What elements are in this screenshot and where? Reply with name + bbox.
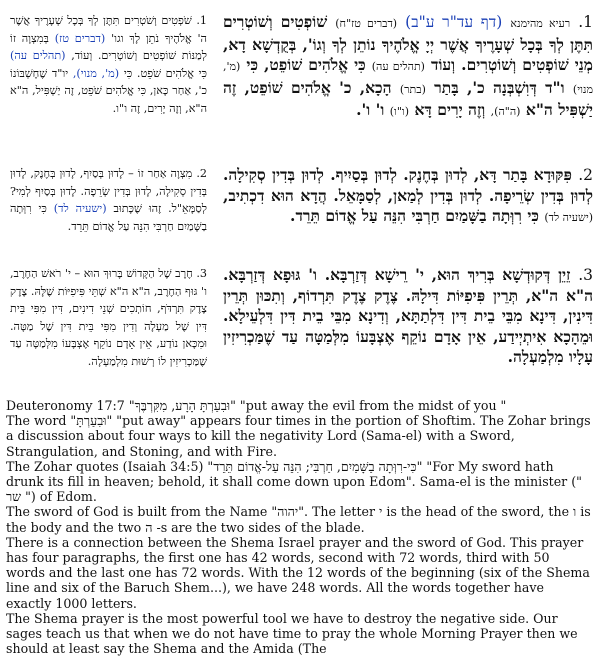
main-text: ו"ד דְּוִשְׁבְּנָה כ', בָּתַר — [434, 77, 565, 97]
main-text: הָכָא, כ' אֱלֹהִים שׁוֹפֵט, זֶה יַשְׁפִּיל ה"א — [223, 77, 593, 119]
page-ref: (דף עד"ר ע"ב) — [405, 13, 503, 31]
verse-ref: (דברים טז"ח) — [335, 17, 398, 30]
commentary-number: 2. — [196, 167, 207, 180]
paragraph-number: 1. — [578, 13, 594, 31]
paragraph-1-main — [223, 12, 593, 152]
paragraph-2-row — [0, 165, 593, 260]
english-line: The Zohar quotes (Isaiah 34:5) "כִּי-רִוְּתָה בַשָּׁמַיִם, חַרְבִּי; הִנֵּה עַל-אֱדוֹם תֵּרֵד" "For My sword hath drunk its fill in heaven; behold, it shall come down upon Edom". Sama-el is the minister (" שר ") of Edom. — [6, 458, 582, 505]
main-text: וְזֶה יָרִים דָּא — [414, 100, 486, 119]
commentary-text: יו"ד שֶׁחֶשְׁבּוֹנוֹ כ', אַחַר כָּאן, כִּי אֱלֹהִים שֹׁפֵט, זֶה יַשְׁפִּיל, ה"א ה"א, וְזֶה יָרִים, זֶה ו"ו. — [10, 66, 207, 115]
paragraph-number: 2. — [578, 166, 594, 184]
paragraph-2-commentary — [10, 165, 207, 260]
paragraph-1-commentary — [10, 12, 207, 152]
main-text: פִּקּוּדָא בָּתַר דָּא, לְדוּן בְּחֶנֶק. לְדוּן בְּסַיִיף. לְדוּן בְּדִין סְקִילָה. לְדוּן בְּדִין שְׂרֵיפָה. לְדוּן בְּדִין לְמַאן, לְסַמָּאֵל. הֲדָא הוּא דִכְתִיב, — [223, 165, 593, 205]
english-line: Deuteronomy 17:7 "וּבִעַרְתָּ הָרָע, מִקִּרְבֶּךָ" "put away the evil from the midst of you " — [6, 398, 507, 413]
verse-ref: (ו"ו) — [389, 105, 410, 118]
english-line: The Shema prayer is the most powerful tool we have to destroy the negative side. Our sages teach us that when we do not have time to pray the whole Morning Prayer then we should at least say the Shema and the Amida (The — [6, 610, 578, 656]
commentary-ref: (תהלים עה) — [10, 49, 66, 62]
commentary-text: שֹׁפְטִים וְשֹׁטְרִים תִּתֶּן לְךָ בְּכָל שְׁעָרֶיךָ אֲשֶׁר ה' אֱלֹהֶיךָ נֹתֵן לָךְ וגו' — [10, 14, 207, 45]
commentary-text: חֶרֶב שֶׁל הַקָּדוֹשׁ בָּרוּךְ הוּא – י' רֹאשׁ הַחֶרֶב, ו' גּוּף הַחֶרֶב, ה"א ה"א שְׁתֵּי פִּיפִיּוֹת שֶׁלָּהּ. צֶדֶק צֶדֶק תִּרְדֹּף, חוֹתְכִים שְׁנֵי דִינִים, דִּין מִפִּי בֵּית דִּין שֶׁל מַעְלָה וְדִין מִפִּי בֵּית דִּין שֶׁל מַטָּה. וּמִכָּאן נוֹדַע, אֵין אָדָם נוֹקֵף אֶצְבָּעוֹ מִלְּמַטָּה עַד שֶׁמַּכְרִיזִין לוֹ רְשׁוּת מִלְמַעְלָה. — [10, 267, 207, 368]
verse-ref: (ישעיה לד) — [544, 211, 593, 224]
verse-ref: (ה"ה), — [490, 105, 521, 118]
commentary-number: 1. — [196, 14, 207, 27]
paragraph-3-main — [223, 265, 593, 395]
commentary-text: מִצְוָה אַחַר זוֹ – לָדוּן בְּסַיִף, לָדוּן בְּחֶנֶק, לָדוּן בְּדִין סְקִילָה, לָדוּן בְּדִין שְׂרֵפָה. לָדוּן בְּסַיִף לְמִי? לְסַמָּאֵ"ל. זֶהוּ שֶׁכָּתוּב — [10, 167, 207, 215]
commentary-text: כִּי אֱלֹהִים שֹׁפֵט. כִּי — [123, 66, 208, 80]
main-text: זֵיֵן דְּקוּדְשָׁא בְּרִיךְ הוּא, י' רֵישָׁא דְּזַרְבָּא. ו' גּוּפָא דְּזַרְבָּא. ה"א ה"א, תְּרֵין פִּיפִיּוֹת דִּילָהּ. צֶדֶק צֶדֶק תִּרְדוֹף, וְתִכּוּן תְּרֵין דִּינִין, דִּינָא מִבֵּי בֵית דִּין דִּלְתַתָּא, וְדִינָא מִבֵּי בֵית דִּין דִּלְעֵילָא. וּמֵהָכָא אִיתְיְידַע, אֵין אָדָם נוֹקֵף אֶצְבָּעוֹ מִלְּמַטָּה עַד שֶׁמַּכְרִיזִין עָלָיו מִלְמַעְלָה. — [223, 265, 593, 366]
paragraph-2-main — [223, 165, 593, 260]
paragraph-1-row — [0, 12, 593, 152]
paragraph-number: 3. — [578, 266, 593, 284]
english-line: There is a connection between the Shema Israel prayer and the sword of God. This prayer has four paragraphs, the first one has 42 words, second with 72 words, third with 50 words and the last one has 72 words. With the 12 words of the beginning (six of the Shema line and six of the Baruch Shem...), we have 248 words. All the words together have exactly 1000 letters. — [6, 534, 590, 611]
commentary-text: בְּמִצְוָה זוֹ לְמַנּוֹת שׁוֹפְטִים וְשׁוֹטְרִים. וְעוֹד, — [10, 31, 207, 62]
english-line: The word "וּבִעַרְתָּ" "put away" appears four times in the portion of Shoftim. The Zohar brings a discussion about four ways to kill the negativity Lord (Sama-el) with a Sword, Strangulation, and Stoning, and with Fire. — [6, 413, 591, 459]
english-commentary — [6, 398, 592, 656]
commentary-number: 3. — [196, 267, 207, 280]
main-text: כִּי רִוְּתָה בַשָּׁמַיִם חַרְבִּי הִנֵּה עַל אֱדוֹם תֵּרֵד. — [290, 206, 539, 225]
main-text: ו' ו'. — [356, 100, 385, 119]
verse-ref: (בתר) — [399, 82, 426, 96]
source-label: רעיא מהימנא — [510, 17, 571, 30]
verse-ref: (תהלים עה) — [371, 60, 425, 73]
paragraph-3-commentary — [10, 265, 207, 395]
main-text: שׁוֹפְטִים וְשׁוֹטְרִים תִּתֶּן לְךָ בְּכָל שְׁעָרֶיךָ אֲשֶׁר יְיָ אֱלֹהֶיךָ נוֹתֵן לְךָ וְגוֹ', בְּקֻדְשָׁא דָא, מְנֵי שׁוֹפְטִים וְשׁוֹטְרִים. וְעוֹד — [223, 12, 593, 74]
verse-ref: (מ', מנוי) — [223, 60, 593, 96]
main-text: כִּי אֱלֹהִים שׁוֹפֵט, כִּי — [246, 55, 366, 74]
paragraph-3-row — [0, 265, 593, 395]
commentary-ref: (ישעיה לד) — [53, 202, 107, 215]
commentary-text: כִּי רִוְּתָה בַשָּׁמַיִם חַרְבִּי הִנֵּה עַל אֱדוֹם תֵּרֵד. — [10, 202, 207, 233]
commentary-ref: (דברים טז) — [54, 31, 106, 45]
english-line: The sword of God is built from the Name "יהוה". The letter י is the head of the sword, the ו is the body and the two ה -s are the two sides of the blade. — [6, 504, 591, 535]
commentary-ref: (מ', מנוי), — [72, 66, 120, 80]
